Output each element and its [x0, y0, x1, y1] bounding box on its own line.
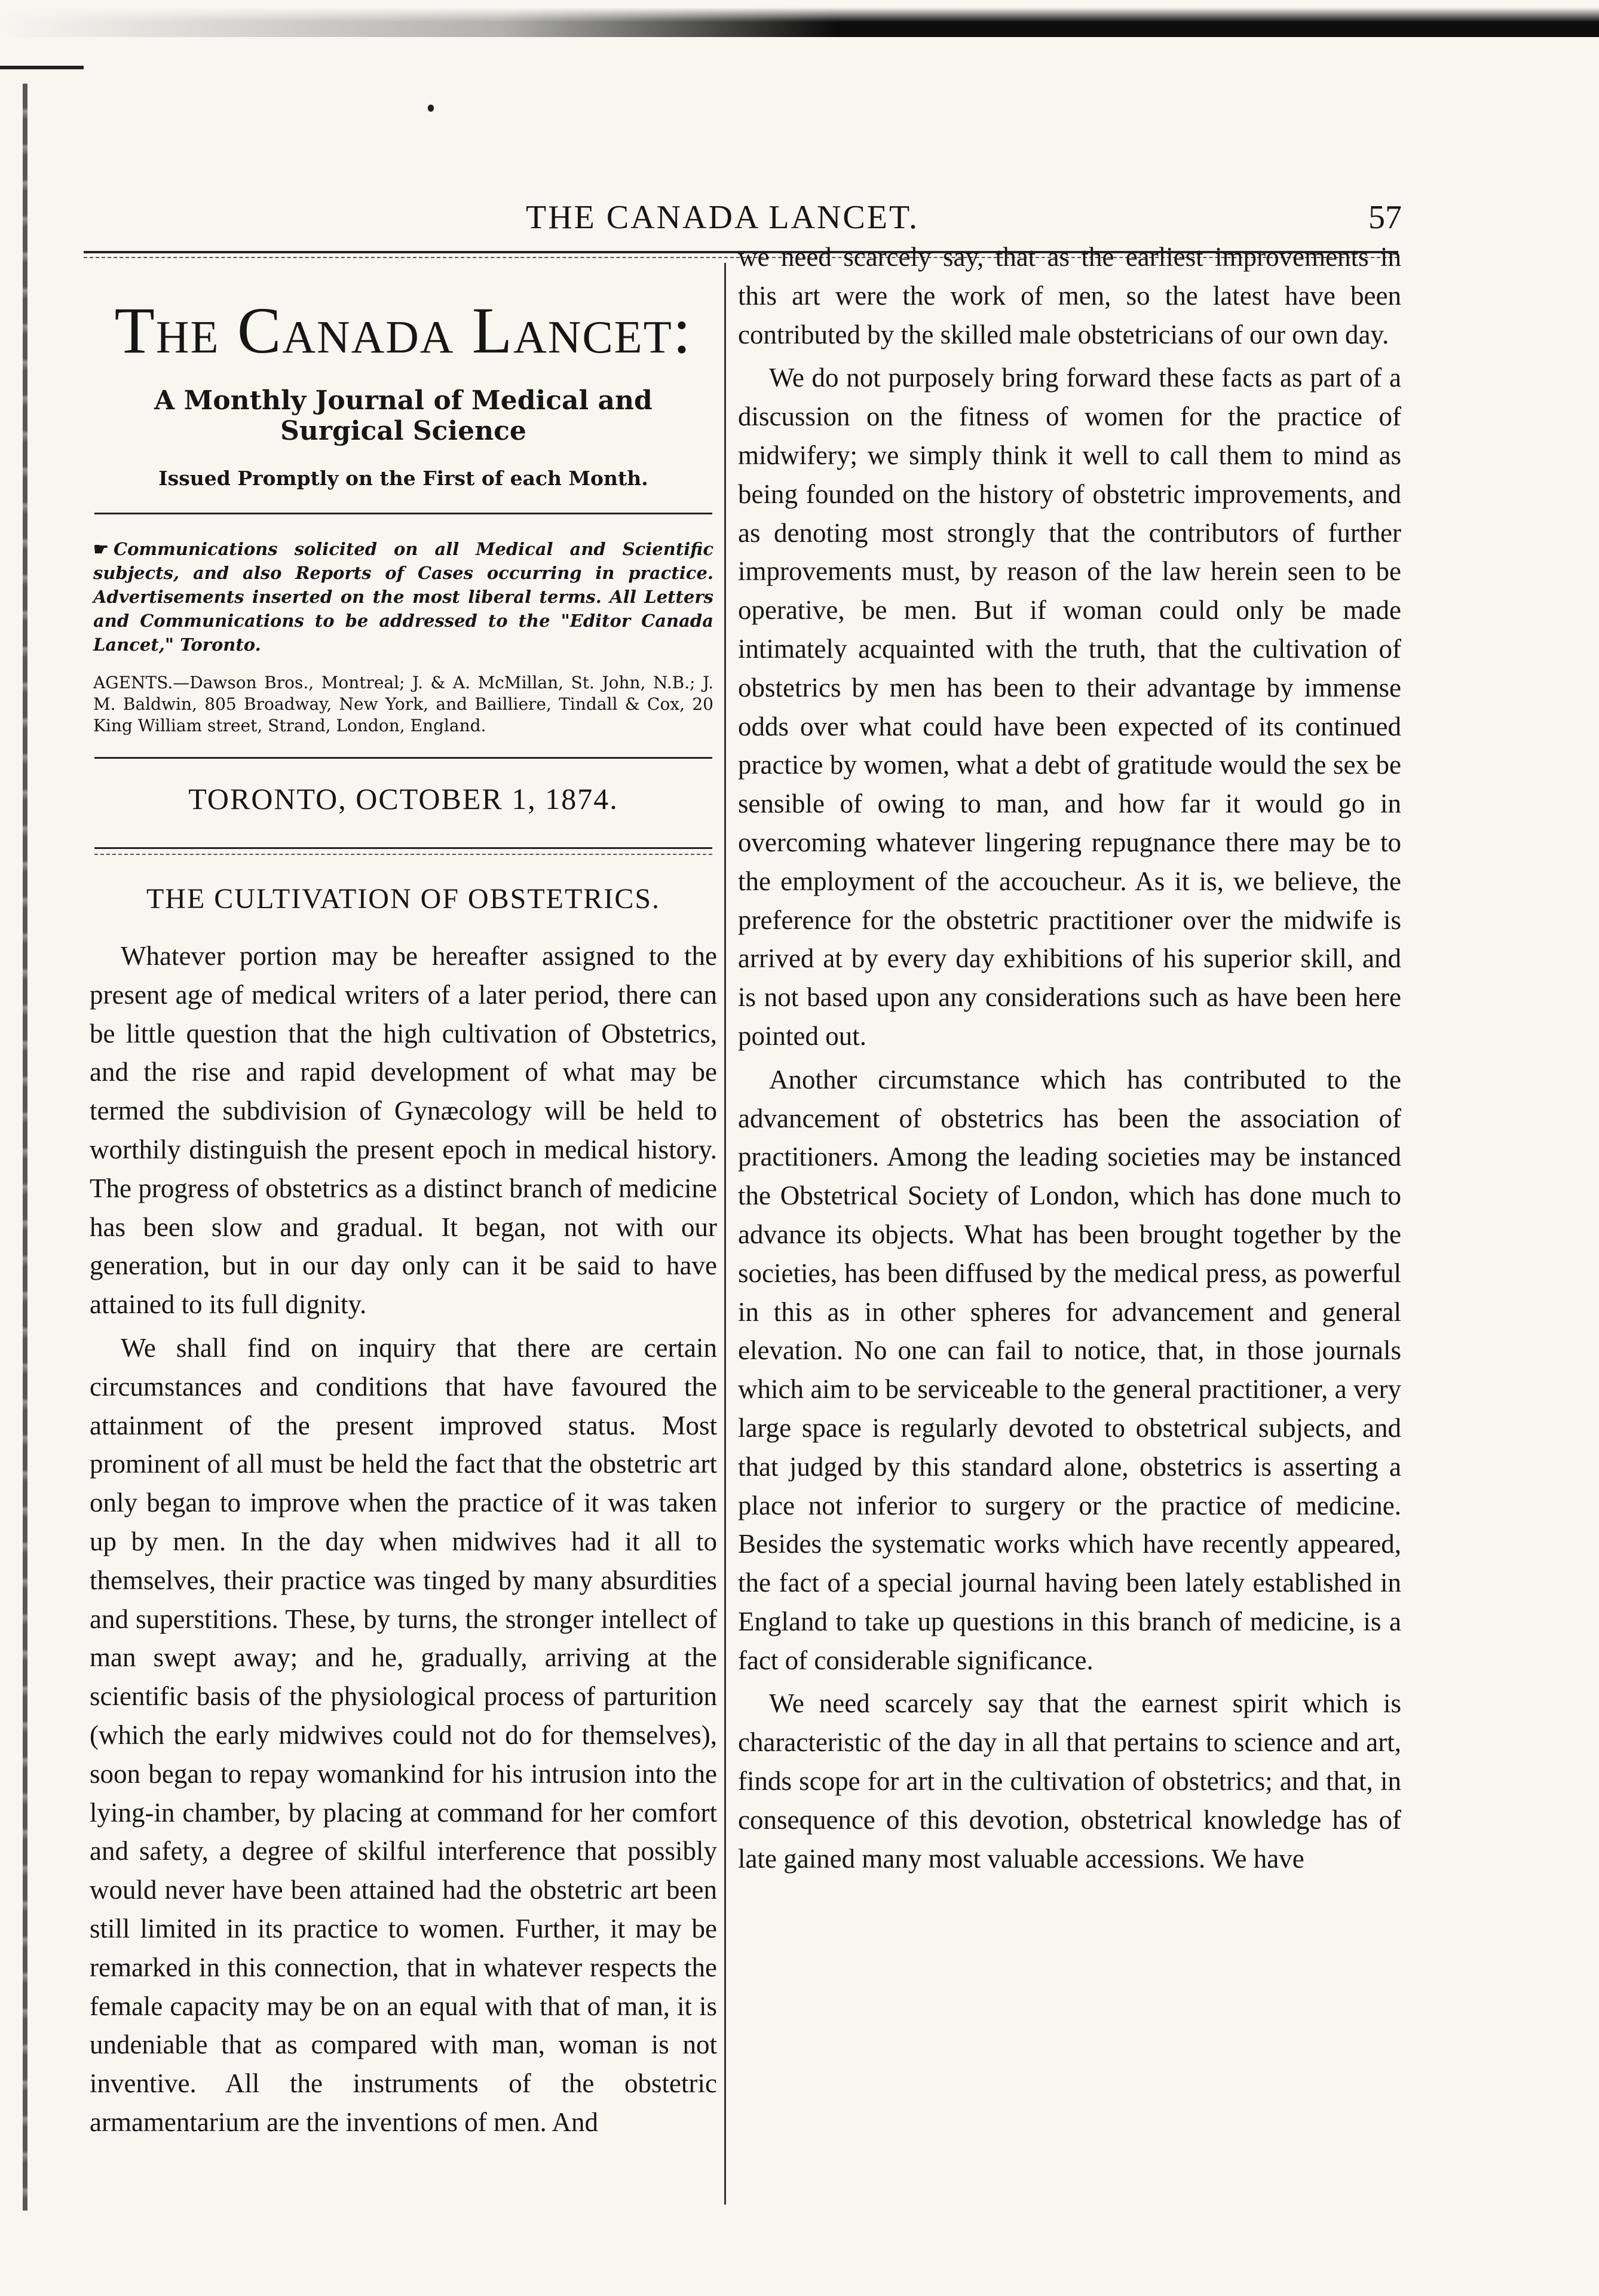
editorial-notice-text: Communications solicited on all Medical and Scientific subjects, and also Reports of Cases occurring in practice. Advertisements inserted on the most liberal terms. All Letters and Communications to be addressed to the "Editor Canada Lancet," Toronto. [93, 539, 713, 655]
paragraph: Another circumstance which has contributed to the advancement of obstetrics has been the association of practitioners. Among the leading societies may be instanced the Obstetrical Society of London, which has done much to advance its objects. What has been brought together by the societies, has been diffused by the medical press, as powerful in this as in other spheres for advancement and general elevation. No one can fail to notice, that, in those journals which aim to be serviceable to the general practitioner, a very large space is regularly devoted to obstetrical subjects, and that judged by this standard alone, obstetrics is asserting a place not inferior to surgery or the practice of medicine. Besides the systematic works which have recently appeared, the fact of a special journal having been lately established in England to take up questions in this branch of medicine, is a fact of considerable significance. [738, 1064, 1401, 1675]
paragraph: we need scarcely say, that as the earliest improvements in this art were the work of men, so the latest have been contributed by the skilled male obstetricians of our own day. [738, 242, 1401, 350]
article-body-right [738, 238, 1401, 1878]
masthead-issued-line: Issued Promptly on the First of each Month. [158, 467, 648, 490]
page-number: 57 [1368, 199, 1402, 236]
masthead-rule [94, 513, 712, 514]
scan-binding-edge [23, 84, 27, 2211]
article-heading: THE CULTIVATION OF OBSTETRICS. [146, 883, 661, 915]
running-title: THE CANADA LANCET. [526, 199, 920, 236]
agents-rule [94, 757, 712, 759]
scan-speck [428, 105, 434, 112]
right-column [738, 238, 1401, 1878]
left-column [90, 269, 717, 2142]
pointing-hand-icon: ☛ [93, 539, 109, 559]
scan-binding-mark [0, 66, 84, 69]
dateline-rule [94, 847, 712, 855]
paragraph: We shall find on inquiry that there are certain circumstances and conditions that have favoured the attainment of the present improved status. Most prominent of all must be held the fact that the obstetric art only began to improve when the practice of it was taken up by men. In the day when midwives had it all to themselves, their practice was tinged by many absurdities and superstitions. These, by turns, the stronger intellect of man swept away; and he, gradually, arriving at the scientific basis of the physiological process of parturition (which the early midwives could not do for themselves), soon began to repay womankind for his intrusion into the lying-in chamber, by placing at command for her comfort and safety, a degree of skilful interference that possibly would never have been attained had the obstetric art been still limited in its practice to women. Further, it may be remarked in this connection, that in whatever respects the female capacity may be on an equal with that of man, it is undeniable that as compared with man, woman is not inventive. All the instruments of the obstetric armamentarium are the inventions of men. And [90, 1332, 717, 2137]
agents-list: AGENTS.—Dawson Bros., Montreal; J. & A. McMillan, St. John, N.B.; J. M. Baldwin, 805 Broadway, New York, and Bailliere, Tindall & Cox, 20 King William street, Strand, London, England. [93, 673, 713, 735]
dateline: TORONTO, OCTOBER 1, 1874. [188, 782, 618, 816]
paragraph: Whatever portion may be hereafter assigned to the present age of medical writers of a later period, there can be little question that the high cultivation of Obstetrics, and the rise and rapid development of what may be termed the subdivision of Gynæcology will be held to worthily distinguish the present epoch in medical history. The progress of obstetrics as a distinct branch of medicine has been slow and gradual. It began, not with our generation, but in our day only can it be said to have attained to its full dignity. [90, 941, 717, 1320]
article-body-left [90, 937, 717, 2142]
paragraph: We do not purposely bring forward these facts as part of a discussion on the fitness of women for the practice of midwifery; we simply think it well to call them to mind as being founded on the history of obstetric improvements, and as denoting most strongly that the contributors of further improvements must, by reason of the law herein seen to be operative, be men. But if woman could only be made intimately acquainted with the truth, that the cultivation of obstetrics by men has been to their advantage by immense odds over what could have been expected of its continued practice by women, what a debt of gratitude would the sex be sensible of owing to man, and how far it would go in overcoming whatever lingering repugnance there may be to the employment of the accoucheur. As it is, we believe, the preference for the obstetric practitioner over the midwife is arrived at by every day exhibitions of his superior skill, and is not based upon any considerations such as have been here pointed out. [738, 363, 1401, 1051]
masthead-subtitle: A Monthly Journal of Medical and Surgical Science [154, 385, 653, 446]
paragraph: We need scarcely say that the earnest spirit which is characteristic of the day in all that pertains to science and art, finds scope for art in the cultivation of obstetrics; and that, in consequence of this devotion, obstetrical knowledge has of late gained many most valuable accessions. We have [738, 1688, 1401, 1874]
column-divider [724, 263, 726, 2205]
scan-top-edge [0, 0, 1599, 37]
editorial-notice [90, 537, 717, 657]
masthead-title: The Canada Lancet: [114, 294, 693, 367]
